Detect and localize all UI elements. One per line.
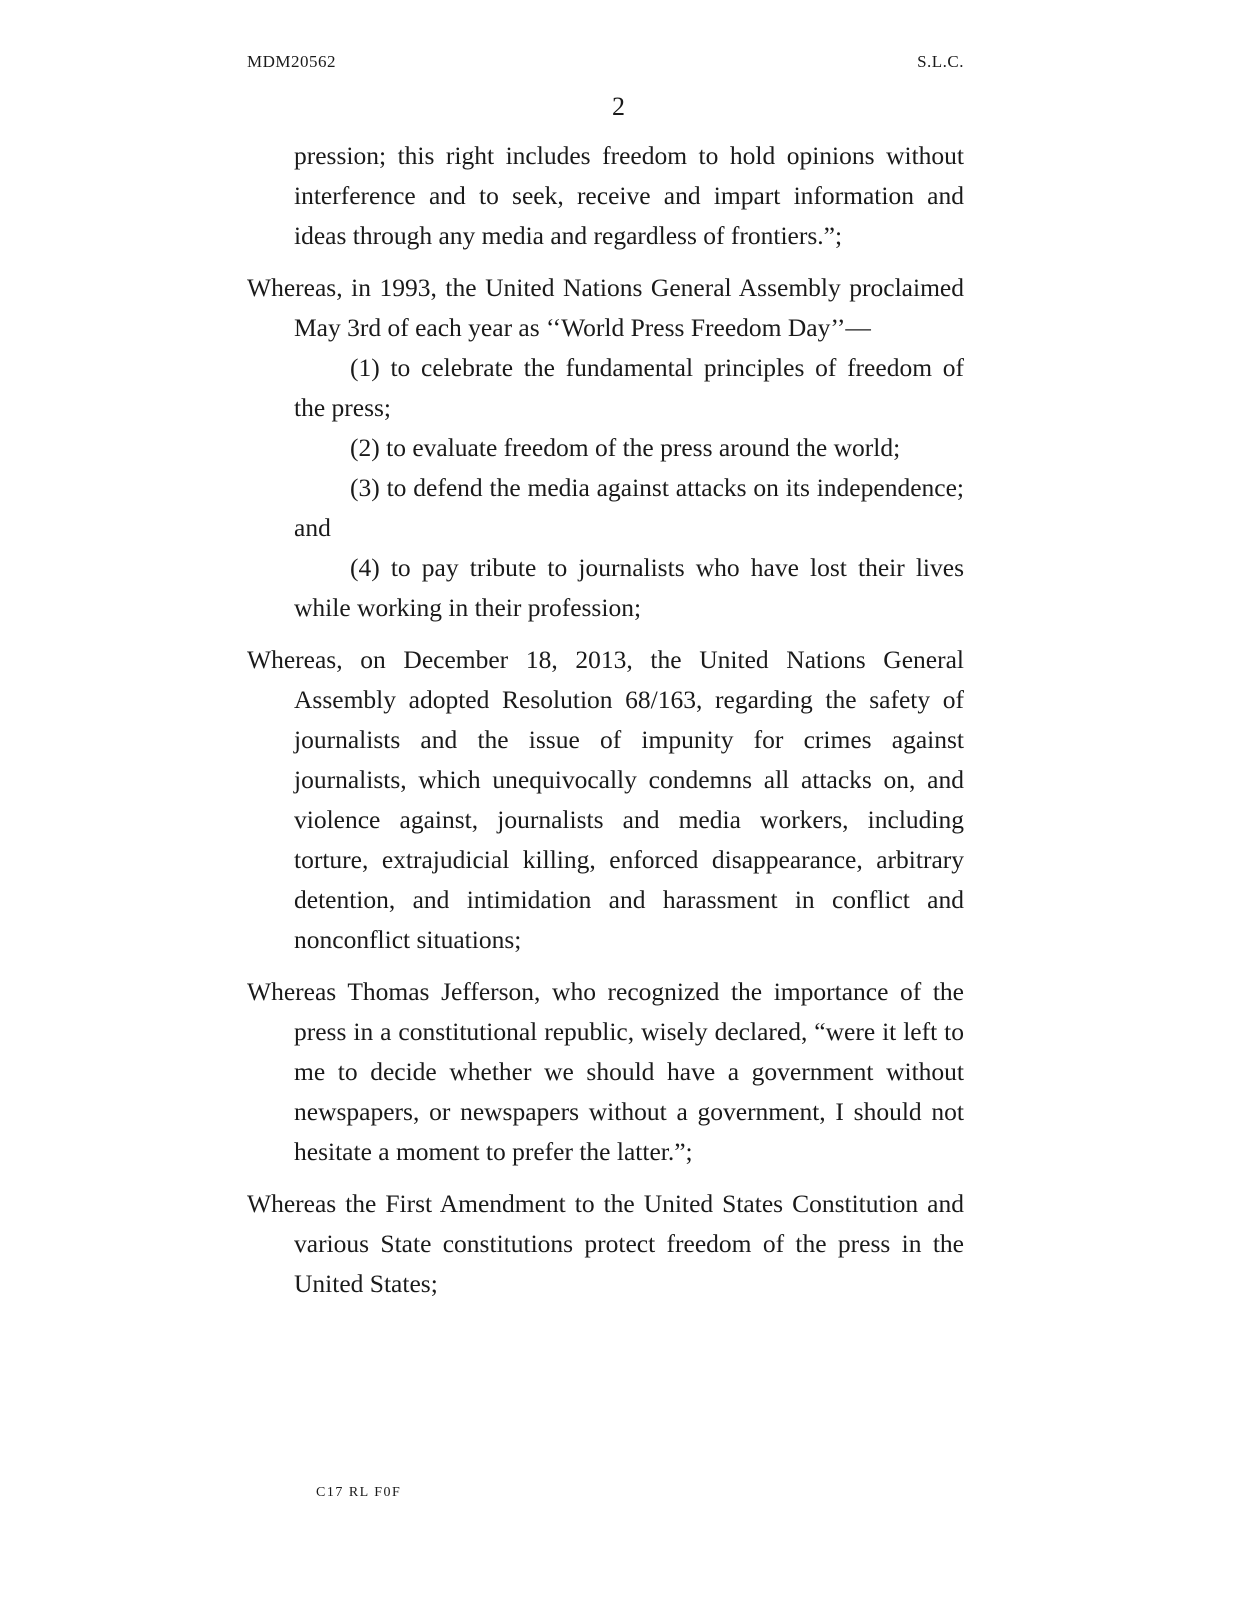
footer-code: C17 RL F0F [316,1485,402,1500]
whereas-clause-2013: Whereas, on December 18, 2013, the United Nations General Assembly adopted Resolution 68/163, regarding the safety of journalists and the issue of impunity for crimes against journalists, which unequivocally condemns all attacks on, and violence against, journalists and media workers, including torture, extrajudicial killing, enforced disappearance, arbitrary detention, and intimidation and harassment in conflict and nonconflict situations; [247,645,964,954]
list-item-3: (3) to defend the media against attacks on its independence; and [294,473,964,542]
whereas-clause-jefferson: Whereas Thomas Jefferson, who recognized the importance of the press in a constitutional republic, wisely declared, “were it left to me to decide whether we should have a government without newspapers, or newspapers without a government, I should not hesitate a moment to prefer the latter.”; [247,977,964,1166]
document-id: MDM20562 [247,52,337,71]
list-item-1: (1) to celebrate the fundamental principles of freedom of the press; [294,353,964,422]
office-code: S.L.C. [917,52,964,71]
continued-paragraph: pression; this right includes freedom to hold opinions without interference and to seek, receive and impart information and ideas through any media and regardless of frontiers.”; [294,141,964,250]
list-item-2: (2) to evaluate freedom of the press around the world; [350,433,901,462]
whereas-clause-1993: Whereas, in 1993, the United Nations General Assembly proclaimed May 3rd of each year as ‘‘World Press Freedom Day’’— [247,273,964,342]
whereas-clause-first-amendment: Whereas the First Amendment to the United States Constitution and various State constitutions protect freedom of the press in the United States; [247,1189,964,1298]
resolution-body [247,136,964,1304]
list-item-4: (4) to pay tribute to journalists who have lost their lives while working in their profession; [294,553,964,622]
page-number: 2 [612,92,625,121]
